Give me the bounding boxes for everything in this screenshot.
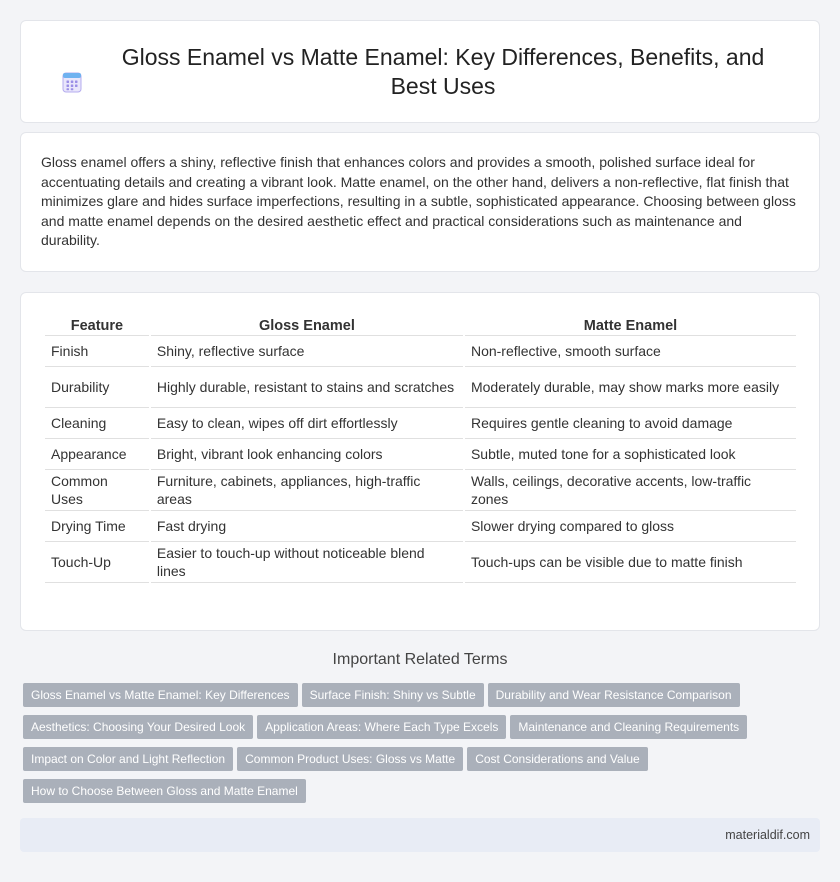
matte-cell: Requires gentle cleaning to avoid damage xyxy=(465,408,796,439)
calendar-grid-icon xyxy=(60,70,84,94)
related-term-tag[interactable]: Surface Finish: Shiny vs Subtle xyxy=(302,683,484,707)
comparison-table-card xyxy=(20,292,820,631)
related-term-tag[interactable]: Aesthetics: Choosing Your Desired Look xyxy=(23,715,253,739)
matte-cell: Subtle, muted tone for a sophisticated look xyxy=(465,439,796,470)
title-card xyxy=(20,20,820,123)
intro-card xyxy=(20,132,820,272)
table-row xyxy=(45,439,796,470)
gloss-cell: Bright, vibrant look enhancing colors xyxy=(151,439,463,470)
related-term-tag[interactable]: How to Choose Between Gloss and Matte Enamel xyxy=(23,779,306,803)
feature-cell: Drying Time xyxy=(45,511,149,542)
comparison-table xyxy=(43,313,798,583)
table-row xyxy=(45,367,796,408)
gloss-cell: Highly durable, resistant to stains and scratches xyxy=(151,367,463,408)
header-matte: Matte Enamel xyxy=(465,313,796,336)
gloss-cell: Shiny, reflective surface xyxy=(151,336,463,367)
gloss-cell: Fast drying xyxy=(151,511,463,542)
table-row xyxy=(45,470,796,511)
related-term-tag[interactable]: Common Product Uses: Gloss vs Matte xyxy=(237,747,463,771)
related-term-tag[interactable]: Maintenance and Cleaning Requirements xyxy=(510,715,747,739)
related-terms-list xyxy=(23,683,823,811)
related-term-tag[interactable]: Cost Considerations and Value xyxy=(467,747,648,771)
table-row xyxy=(45,408,796,439)
site-link[interactable]: materialdif.com xyxy=(725,828,810,842)
feature-cell: Common Uses xyxy=(45,470,149,511)
footer-bar xyxy=(20,818,820,852)
matte-cell: Slower drying compared to gloss xyxy=(465,511,796,542)
table-row xyxy=(45,511,796,542)
matte-cell: Non-reflective, smooth surface xyxy=(465,336,796,367)
intro-paragraph: Gloss enamel offers a shiny, reflective finish that enhances colors and provides a smooth, polished surface ideal for accentuating details and creating a vibrant look. Matte enamel, on the other hand, delivers a non-reflective, flat finish that minimizes glare and hides surface imperfections, resulting in a subtle, sophisticated appearance. Choosing between gloss and matte enamel depends on the desired aesthetic effect and practical considerations such as maintenance and durability. xyxy=(41,154,796,248)
matte-cell: Moderately durable, may show marks more easily xyxy=(465,367,796,408)
header-feature: Feature xyxy=(45,313,149,336)
feature-cell: Finish xyxy=(45,336,149,367)
header-gloss: Gloss Enamel xyxy=(151,313,463,336)
matte-cell: Walls, ceilings, decorative accents, low-traffic zones xyxy=(465,470,796,511)
feature-cell: Touch-Up xyxy=(45,542,149,583)
feature-cell: Durability xyxy=(45,367,149,408)
related-term-tag[interactable]: Impact on Color and Light Reflection xyxy=(23,747,233,771)
table-header-row xyxy=(45,313,796,336)
related-term-tag[interactable]: Durability and Wear Resistance Comparison xyxy=(488,683,740,707)
gloss-cell: Easier to touch-up without noticeable blend lines xyxy=(151,542,463,583)
gloss-cell: Furniture, cabinets, appliances, high-traffic areas xyxy=(151,470,463,511)
related-term-tag[interactable]: Gloss Enamel vs Matte Enamel: Key Differences xyxy=(23,683,298,707)
feature-cell: Cleaning xyxy=(45,408,149,439)
related-term-tag[interactable]: Application Areas: Where Each Type Excels xyxy=(257,715,506,739)
table-row xyxy=(45,336,796,367)
related-terms-heading: Important Related Terms xyxy=(332,651,508,668)
matte-cell: Touch-ups can be visible due to matte finish xyxy=(465,542,796,583)
table-row xyxy=(45,542,796,583)
page-title: Gloss Enamel vs Matte Enamel: Key Differences, Benefits, and Best Uses xyxy=(121,43,765,99)
gloss-cell: Easy to clean, wipes off dirt effortlessly xyxy=(151,408,463,439)
feature-cell: Appearance xyxy=(45,439,149,470)
